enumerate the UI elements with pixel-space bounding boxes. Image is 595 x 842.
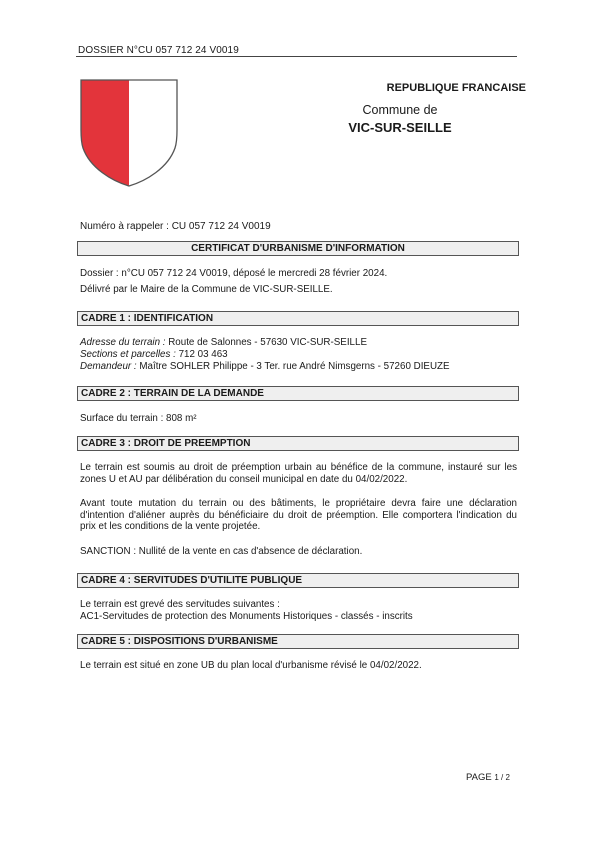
- page-number: 1 / 2: [494, 773, 510, 782]
- city-name: VIC-SUR-SEILLE: [348, 120, 452, 135]
- zoning-line: Le terrain est situé en zone UB du plan local d'urbanisme révisé le 04/02/2022.: [80, 660, 422, 671]
- page-label: PAGE: [466, 772, 492, 783]
- intro-dossier-line: Dossier : n°CU 057 712 24 V0019, déposé le mercredi 28 février 2024.: [80, 268, 388, 279]
- page-indicator: [466, 772, 510, 783]
- applicant-value: Maître SOHLER Philippe - 3 Ter. rue André Nimsgerns - 57260 DIEUZE: [136, 361, 450, 372]
- sections-line: [80, 349, 517, 361]
- cadre3-title: CADRE 3 : DROIT DE PREEMPTION: [77, 436, 519, 451]
- servitudes-item: AC1-Servitudes de protection des Monuments Historiques - classés - inscrits: [80, 611, 413, 622]
- preemption-paragraph-2: Avant toute mutation du terrain ou des bâtiments, le propriétaire devra faire une déclaration d'intention d'aliéner auprès du bénéficiaire du droit de préemption. Elle comportera l'indication du prix et les conditions de la vente projetée.: [80, 498, 517, 533]
- sections-value: 712 03 463: [175, 349, 228, 360]
- preemption-paragraph-1: Le terrain est soumis au droit de préemption urbain au bénéfice de la commune, instauré sur les zones U et AU par délibération du conseil municipal en date du 04/02/2022.: [80, 462, 517, 485]
- commune-label: Commune de: [362, 103, 438, 117]
- intro-issuer-line: Délivré par le Maire de la Commune de VIC-SUR-SEILLE.: [80, 284, 333, 295]
- header-divider: [76, 56, 517, 57]
- cadre1-title: CADRE 1 : IDENTIFICATION: [77, 311, 519, 326]
- address-label: Adresse du terrain :: [80, 337, 166, 348]
- servitudes-intro: Le terrain est grevé des servitudes suivantes :: [80, 599, 280, 610]
- cadre5-title: CADRE 5 : DISPOSITIONS D'URBANISME: [77, 634, 519, 649]
- applicant-label: Demandeur :: [80, 361, 137, 372]
- shield-left-half: [81, 80, 129, 186]
- coat-of-arms-icon: [80, 78, 178, 188]
- address-value: Route de Salonnes - 57630 VIC-SUR-SEILLE: [165, 337, 367, 348]
- shield-right-half: [129, 80, 177, 186]
- dossier-header: DOSSIER N°CU 057 712 24 V0019: [78, 45, 239, 56]
- cadre2-title: CADRE 2 : TERRAIN DE LA DEMANDE: [77, 386, 519, 401]
- sanction-line: SANCTION : Nullité de la vente en cas d'absence de déclaration.: [80, 546, 363, 557]
- cadre4-title: CADRE 4 : SERVITUDES D'UTILITE PUBLIQUE: [77, 573, 519, 588]
- applicant-line: [80, 361, 517, 373]
- sections-label: Sections et parcelles :: [80, 349, 176, 360]
- certificate-title: CERTIFICAT D'URBANISME D'INFORMATION: [77, 241, 519, 256]
- surface-line: Surface du terrain : 808 m²: [80, 413, 197, 424]
- address-line: [80, 337, 517, 349]
- reference-number: Numéro à rappeler : CU 057 712 24 V0019: [80, 221, 271, 232]
- republic-label: REPUBLIQUE FRANCAISE: [386, 82, 526, 94]
